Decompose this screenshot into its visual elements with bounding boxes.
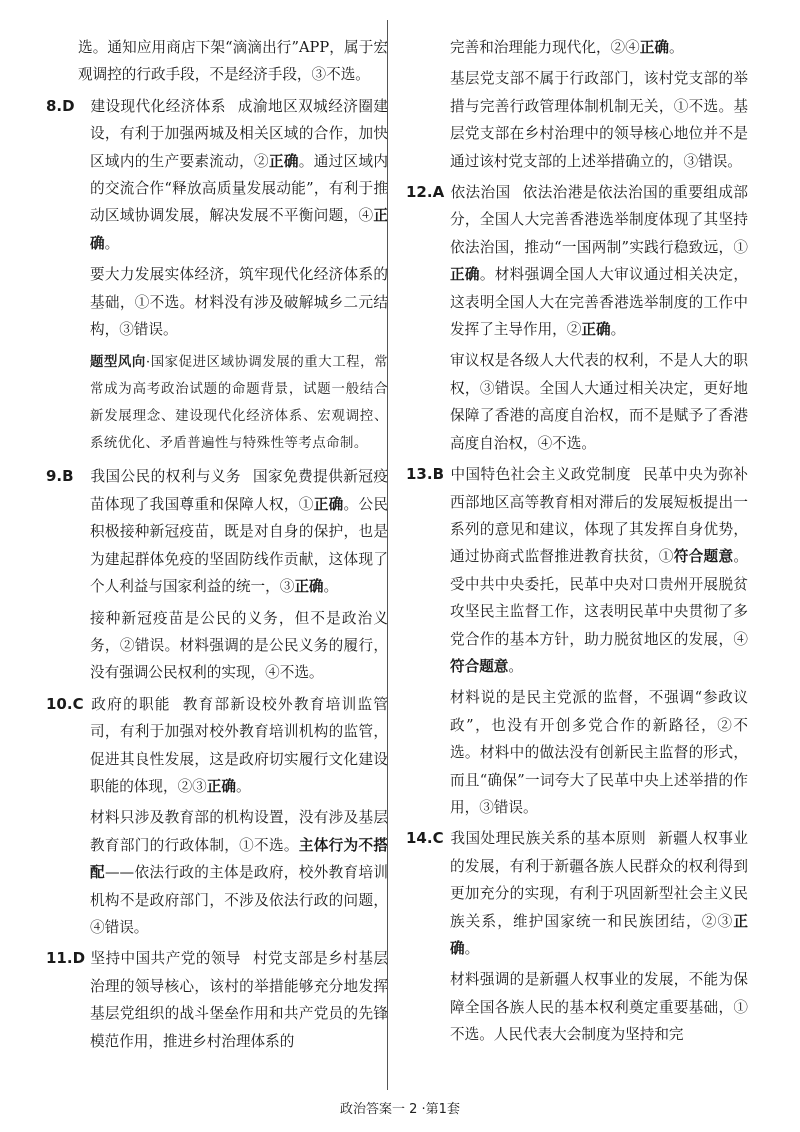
question-9-answer <box>46 463 388 600</box>
explanation-text: ——依法行政的主体是政府，校外教育培训机构不是政府部门，不涉及依法行政的问题，④错误。 <box>90 864 388 936</box>
question-number: 8.D <box>46 96 75 115</box>
left-column <box>46 34 388 1059</box>
explanation-text: 新疆人权事业的发展，有利于新疆各族人民群众的权利得到更加充分的实现，有利于巩固新型社会主义民族关系，维护国家统一和民族团结，②③ <box>450 830 748 930</box>
question-9-rejections: 接种新冠疫苗是公民的义务，但不是政治义务，②错误。材料强调的是公民义务的履行，没有强调公民权利的实现，④不选。 <box>90 609 388 682</box>
question-topic: 建设现代化经济体系 <box>90 97 226 115</box>
question-11-answer-cont <box>406 34 748 61</box>
explanation-text: 。公民积极接种新冠疫苗，既是对自身的保护，也是为建起群体免疫的坚固防线作贡献，这体现了个人利益与国家利益的统一，③ <box>90 495 388 596</box>
verdict-correct: 正确 <box>90 207 388 252</box>
continuation-paragraph: 选。通知应用商店下架“滴滴出行”APP，属于宏观调控的行政手段，不是经济手段，③不选。 <box>78 39 388 84</box>
question-number: 11.D <box>46 949 86 968</box>
verdict-matches: 符合题意 <box>450 657 509 675</box>
verdict-correct: 正确 <box>639 39 669 56</box>
verdict-correct: 正确 <box>294 578 324 596</box>
error-type-label: 主体行为不搭配 <box>90 836 388 882</box>
question-8 <box>46 93 388 458</box>
tip-text: ·国家促进区域协调发展的重大工程，常常成为高考政治试题的命题背景，试题一般结合新发展理念、建设现代化经济体系、宏观调控、系统优化、矛盾普遍性与特殊性等考点命制。 <box>90 355 388 452</box>
question-topic: 我国处理民族关系的基本原则 <box>450 830 647 848</box>
explanation-text: 。材料强调全国人大审议通过相关决定，这表明全国人大在完善香港选举制度的工作中发挥了主导作用，② <box>450 266 748 339</box>
question-11 <box>46 945 388 1055</box>
explanation-text: 。 <box>235 777 251 795</box>
question-topic: 依法治国 <box>450 184 511 202</box>
explanation-text: 。 <box>323 578 339 596</box>
question-10-rejections <box>46 804 388 941</box>
page-footer: 政治答案一 2 ·第1套 <box>340 1102 460 1117</box>
verdict-correct: 正确 <box>450 912 748 957</box>
question-11-continued <box>406 34 748 175</box>
question-topic: 中国特色社会主义政党制度 <box>450 466 632 484</box>
verdict-correct: 正确 <box>450 266 480 284</box>
question-number: 12.A <box>406 183 445 202</box>
question-number: 13.B <box>406 465 445 484</box>
question-topic: 我国公民的权利与义务 <box>90 468 241 486</box>
question-10-answer <box>46 691 388 801</box>
verdict-matches: 符合题意 <box>673 548 734 566</box>
explanation-text: 材料只涉及教育部的机构设置，没有涉及基层教育部门的行政体制，①不选。 <box>90 809 388 854</box>
explanation-text: 教育部新设校外教育培训监管司，有利于加强对校外教育培训机构的监管，促进其良性发展，这是政府切实履行文化建设职能的体现，②③ <box>90 695 388 795</box>
explanation-text: 。 <box>610 321 626 339</box>
question-12-rejections: 审议权是各级人大代表的权利，不是人大的职权，③错误。全国人大通过相关决定，更好地保障了香港的高度自治权，而不是赋予了香港高度自治权，④不选。 <box>450 352 748 452</box>
right-column <box>406 34 748 1053</box>
explanation-text: 国家免费提供新冠疫苗体现了我国尊重和保障人权，① <box>90 468 388 513</box>
question-10 <box>46 691 388 942</box>
question-13-answer <box>406 461 748 680</box>
explanation-text: 成渝地区双城经济圈建设，有利于加强两城及相关区域的合作，加快区域内的生产要素流动，② <box>90 97 388 170</box>
question-topic: 坚持中国共产党的领导 <box>90 950 241 968</box>
question-11-rejections: 基层党支部不属于行政部门，该村党支部的举措与完善行政管理体制机制无关，①不选。基层党支部在乡村治理中的领导核心地位并不是通过该村党支部的上述举措确立的，③错误。 <box>450 70 748 170</box>
explanation-text: 。 <box>508 657 523 675</box>
verdict-correct: 正确 <box>268 152 299 170</box>
tip-label: 题型风向 <box>90 355 146 371</box>
question-number: 14.C <box>406 829 444 848</box>
explanation-text: 完善和治理能力现代化，②④ <box>450 39 640 56</box>
question-number: 10.C <box>46 694 84 713</box>
column-divider <box>387 20 388 1090</box>
explanation-text: 民革中央为弥补西部地区高等教育相对滞后的发展短板提出一系列的意见和建议，体现了其发挥自身优势，通过协商式监督推进教育扶贫，① <box>450 466 748 566</box>
explanation-text: 。 <box>668 39 684 56</box>
explanation-text: 依法治港是依法治国的重要组成部分，全国人大完善香港选举制度体现了其坚持依法治国，推动“一国两制”实践行稳致远，① <box>450 184 748 256</box>
question-13 <box>406 461 748 821</box>
question-8-answer <box>46 93 388 257</box>
verdict-correct: 正确 <box>206 777 236 795</box>
explanation-text: 。通过区域内的交流合作“释放高质量发展动能”，有利于推动区域协调发展，解决发展不平衡问题，④ <box>90 152 388 225</box>
question-12-answer <box>406 179 748 343</box>
verdict-correct: 正确 <box>581 321 611 339</box>
verdict-correct: 正确 <box>313 495 344 513</box>
explanation-text: 村党支部是乡村基层治理的领导核心，该村的举措能够充分地发挥基层党组织的战斗堡垒作用和共产党员的先锋模范作用，推进乡村治理体系的 <box>90 950 388 1050</box>
explanation-text: 。受中共中央委托，民革中央对口贵州开展脱贫攻坚民主监督工作，这表明民革中央贯彻了多党合作的基本方针，助力脱贫地区的发展，④ <box>450 548 748 648</box>
question-8-tip <box>46 349 388 457</box>
question-8-rejections: 要大力发展实体经济，筑牢现代化经济体系的基础，①不选。材料没有涉及破解城乡二元结构，③错误。 <box>90 266 388 339</box>
question-number: 9.B <box>46 467 74 486</box>
question-topic: 政府的职能 <box>90 695 171 713</box>
question-12 <box>406 179 748 457</box>
question-14 <box>406 825 748 1048</box>
question-9 <box>46 463 388 686</box>
question-14-answer <box>406 825 748 962</box>
question-13-rejections: 材料说的是民主党派的监督，不强调“参政议政”，也没有开创多党合作的新路径，②不选。材料中的做法没有创新民主监督的形式，而且“确保”一词夸大了民革中央上述举措的作用，③错误。 <box>450 689 748 816</box>
question-11-answer <box>46 945 388 1055</box>
question-14-rejections: 材料强调的是新疆人权事业的发展，不能为保障全国各族人民的基本权利奠定重要基础，①不选。人民代表大会制度为坚持和完 <box>450 971 748 1044</box>
explanation-text: 。 <box>104 234 120 252</box>
explanation-text: 。 <box>464 940 480 957</box>
